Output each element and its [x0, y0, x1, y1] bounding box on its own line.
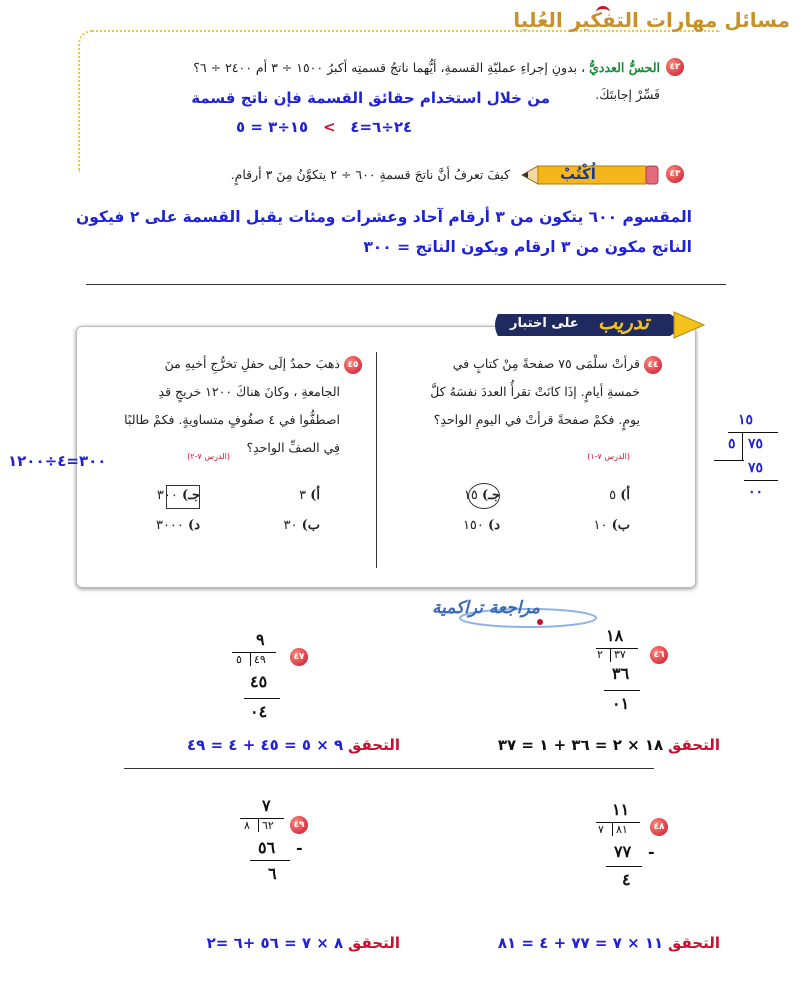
q46-quotient: ١٨ — [606, 626, 624, 645]
q47-dividend: ٤٩ — [254, 653, 266, 666]
q46-check-eq: ١٨ × ٢ = ٣٦ + ١ = ٣٧ — [497, 736, 664, 754]
q47-divisor: ٥ — [236, 653, 242, 666]
q49-dividend: ٦٢ — [262, 819, 274, 832]
q44-option-c[interactable]: جـ) ١٥ — [463, 488, 500, 503]
question-number-47: ٤٧ — [290, 648, 308, 666]
q45-line-2: الجامعةِ ، وكانَ هناكَ ١٢٠٠ خريجٍ قدِ — [158, 384, 340, 399]
question-number-44: ٤٤ — [644, 356, 662, 374]
q49-quotient: ٧ — [262, 796, 271, 815]
q42-gt: > — [323, 118, 336, 136]
side-div-bar — [728, 432, 778, 433]
q43-answer-line2: الناتج مكون من ٣ ارقام ويكون الناتج = ٣٠٠ — [363, 238, 692, 256]
q46-bracket — [610, 648, 611, 662]
question-number-49: ٤٩ — [290, 816, 308, 834]
q48-dividend: ٨١ — [616, 823, 628, 836]
q46-check — [420, 736, 720, 754]
side-div-divisor: ٥ — [728, 436, 736, 452]
q42-body: ، بدونِ إجراءِ عمليّةِ القسمةِ، أيُّهما ناتجُ قسمتِه أكبرُ ١٥٠٠ ÷ ٣ أم ٢٤٠٠ ÷ ٦؟ — [193, 60, 586, 75]
banner-word-2: على اختبار — [510, 316, 579, 331]
title-accent-icon — [596, 6, 610, 19]
q45-answer-box — [166, 485, 200, 509]
q42-explain: فَسِّرْ إجابتَكَ. — [595, 87, 660, 102]
review-divider-line — [124, 768, 654, 769]
q49-sub: ٥٦ — [258, 838, 276, 857]
q49-minus: - — [296, 838, 303, 857]
q43-answer-line1: المقسوم ٦٠٠ يتكون من ٣ أرقام آحاد وعشرات ومئات يقبل القسمة على ٢ فيكون — [75, 208, 692, 226]
q47-check — [120, 736, 400, 754]
q45-option-a[interactable]: أ) ٣ — [299, 488, 320, 503]
test-column-divider — [376, 352, 377, 568]
q48-check-eq: ١١ × ٧ = ٧٧ + ٤ = ٨١ — [497, 934, 664, 952]
q48-check — [420, 934, 720, 952]
q48-divisor: ٧ — [598, 823, 604, 836]
q46-rem: ٠١ — [612, 694, 630, 713]
side-div-sub: ٧٥ — [748, 460, 764, 476]
q45-line-4: فِي الصفِّ الواحدِ؟ — [246, 440, 340, 455]
q44-line-2: خمسةِ أيامٍ. إذَا كانَتْ تقرأُ العددَ نفسَهُ كلَّ — [430, 384, 640, 399]
q42-label: الحسُّ العدديُّ — [589, 60, 660, 75]
q42-answer-line1: من خلال استخدام حقائق القسمة فإن ناتج قسمة — [191, 89, 550, 107]
q44-option-d[interactable]: د) ١٥٠ — [462, 518, 500, 533]
q46-line — [604, 690, 640, 691]
q46-check-label: التحقق — [667, 736, 720, 754]
q48-rem: ٤ — [622, 870, 631, 889]
question-number-43: ٤٣ — [666, 165, 684, 183]
q48-check-label: التحقق — [667, 934, 720, 952]
side-div-line3 — [744, 480, 778, 481]
q47-bracket — [250, 652, 251, 666]
q49-divisor: ٨ — [244, 819, 250, 832]
section-title: مسائل مهارات التفكير العُليا — [513, 8, 790, 32]
test-banner — [490, 308, 710, 342]
q43-label: اُكْتُبْ — [560, 165, 596, 183]
q46-dividend: ٣٧ — [614, 648, 626, 661]
review-title: مراجعة تراكمية — [432, 598, 540, 618]
q49-check-label: التحقق — [347, 934, 400, 952]
banner-word-1: تدريب — [598, 310, 649, 334]
q47-line — [244, 698, 280, 699]
q49-check-eq: ٨ × ٧ = ٥٦ +٦ =٢ — [206, 934, 344, 952]
question-number-46: ٤٦ — [650, 646, 668, 664]
side-div-line2 — [714, 460, 744, 461]
side-div-bracket — [742, 432, 743, 460]
q47-check-label: التحقق — [347, 736, 400, 754]
divider-line — [86, 284, 726, 285]
q45-line-3: اصطفُّوا في ٤ صفُوفٍ متساويةٍ. فكمْ طالبًا — [124, 412, 340, 427]
q44-lesson-ref: (الدرس ٧-١) — [587, 452, 630, 461]
q45-option-c[interactable]: جـ) ٣٠٠ — [156, 488, 200, 503]
question-number-42: ٤٢ — [666, 58, 684, 76]
q48-line — [606, 866, 642, 867]
q44-line-3: يومٍ. فكمْ صفحةً قرأتْ في اليومِ الواحدِ؟ — [433, 412, 640, 427]
q44-option-b[interactable]: ب) ١٠ — [593, 518, 630, 533]
q42-eq-left: ٢٤÷٦=٤ — [350, 118, 413, 136]
q49-bracket — [258, 818, 259, 832]
q47-quotient: ٩ — [256, 630, 265, 649]
q45-lesson-ref: (الدرس ٧-٢) — [187, 452, 230, 461]
q49-check — [110, 934, 400, 952]
q49-line — [250, 860, 290, 861]
q47-sub: ٤٥ — [250, 672, 268, 691]
q47-rem: ٠٤ — [250, 702, 268, 721]
q45-line-1: ذهبَ حمدٌ إلَى حفلِ تخرُّجِ أخيهِ منَ — [164, 356, 340, 371]
side-div-rem: ٠٠ — [748, 484, 764, 500]
q46-divisor: ٢ — [597, 648, 603, 661]
q42-eq-right: ١٥÷٣ = ٥ — [236, 118, 309, 136]
q43-text: كيفَ تعرفُ أنَّ ناتجَ قسمةِ ٦٠٠ ÷ ٢ يتكوَّنُ مِنَ ٣ أرقامٍ. — [230, 167, 510, 182]
q47-check-eq: ٩ × ٥ = ٤٥ + ٤ = ٤٩ — [187, 736, 344, 754]
q42-answer-line2 — [236, 118, 536, 136]
question-number-45: ٤٥ — [344, 356, 362, 374]
q49-rem: ٦ — [268, 864, 277, 883]
side-div-dividend: ٧٥ — [748, 436, 764, 452]
question-number-48: ٤٨ — [650, 818, 668, 836]
q44-option-a[interactable]: أ) ٥ — [609, 488, 630, 503]
q46-sub: ٣٦ — [612, 664, 630, 683]
q45-option-b[interactable]: ب) ٣٠ — [283, 518, 320, 533]
q44-line-1: قرأتْ سلْمَى ٧٥ صفحةً مِنْ كتابٍ في — [452, 356, 640, 371]
q44-answer-circle — [468, 483, 500, 509]
q45-side-work: ٣٠٠=٤÷١٢٠٠ — [8, 452, 107, 470]
q48-sub: ٧٧ — [614, 842, 632, 861]
q42-text — [110, 60, 660, 75]
q48-minus: - — [648, 842, 655, 861]
side-div-quotient: ١٥ — [738, 412, 754, 428]
q48-quotient: ١١ — [612, 800, 630, 819]
q45-option-d[interactable]: د) ٣٠٠٠ — [155, 518, 200, 533]
pencil-banner — [520, 162, 660, 188]
review-banner — [428, 596, 598, 630]
q48-bracket — [612, 822, 613, 836]
